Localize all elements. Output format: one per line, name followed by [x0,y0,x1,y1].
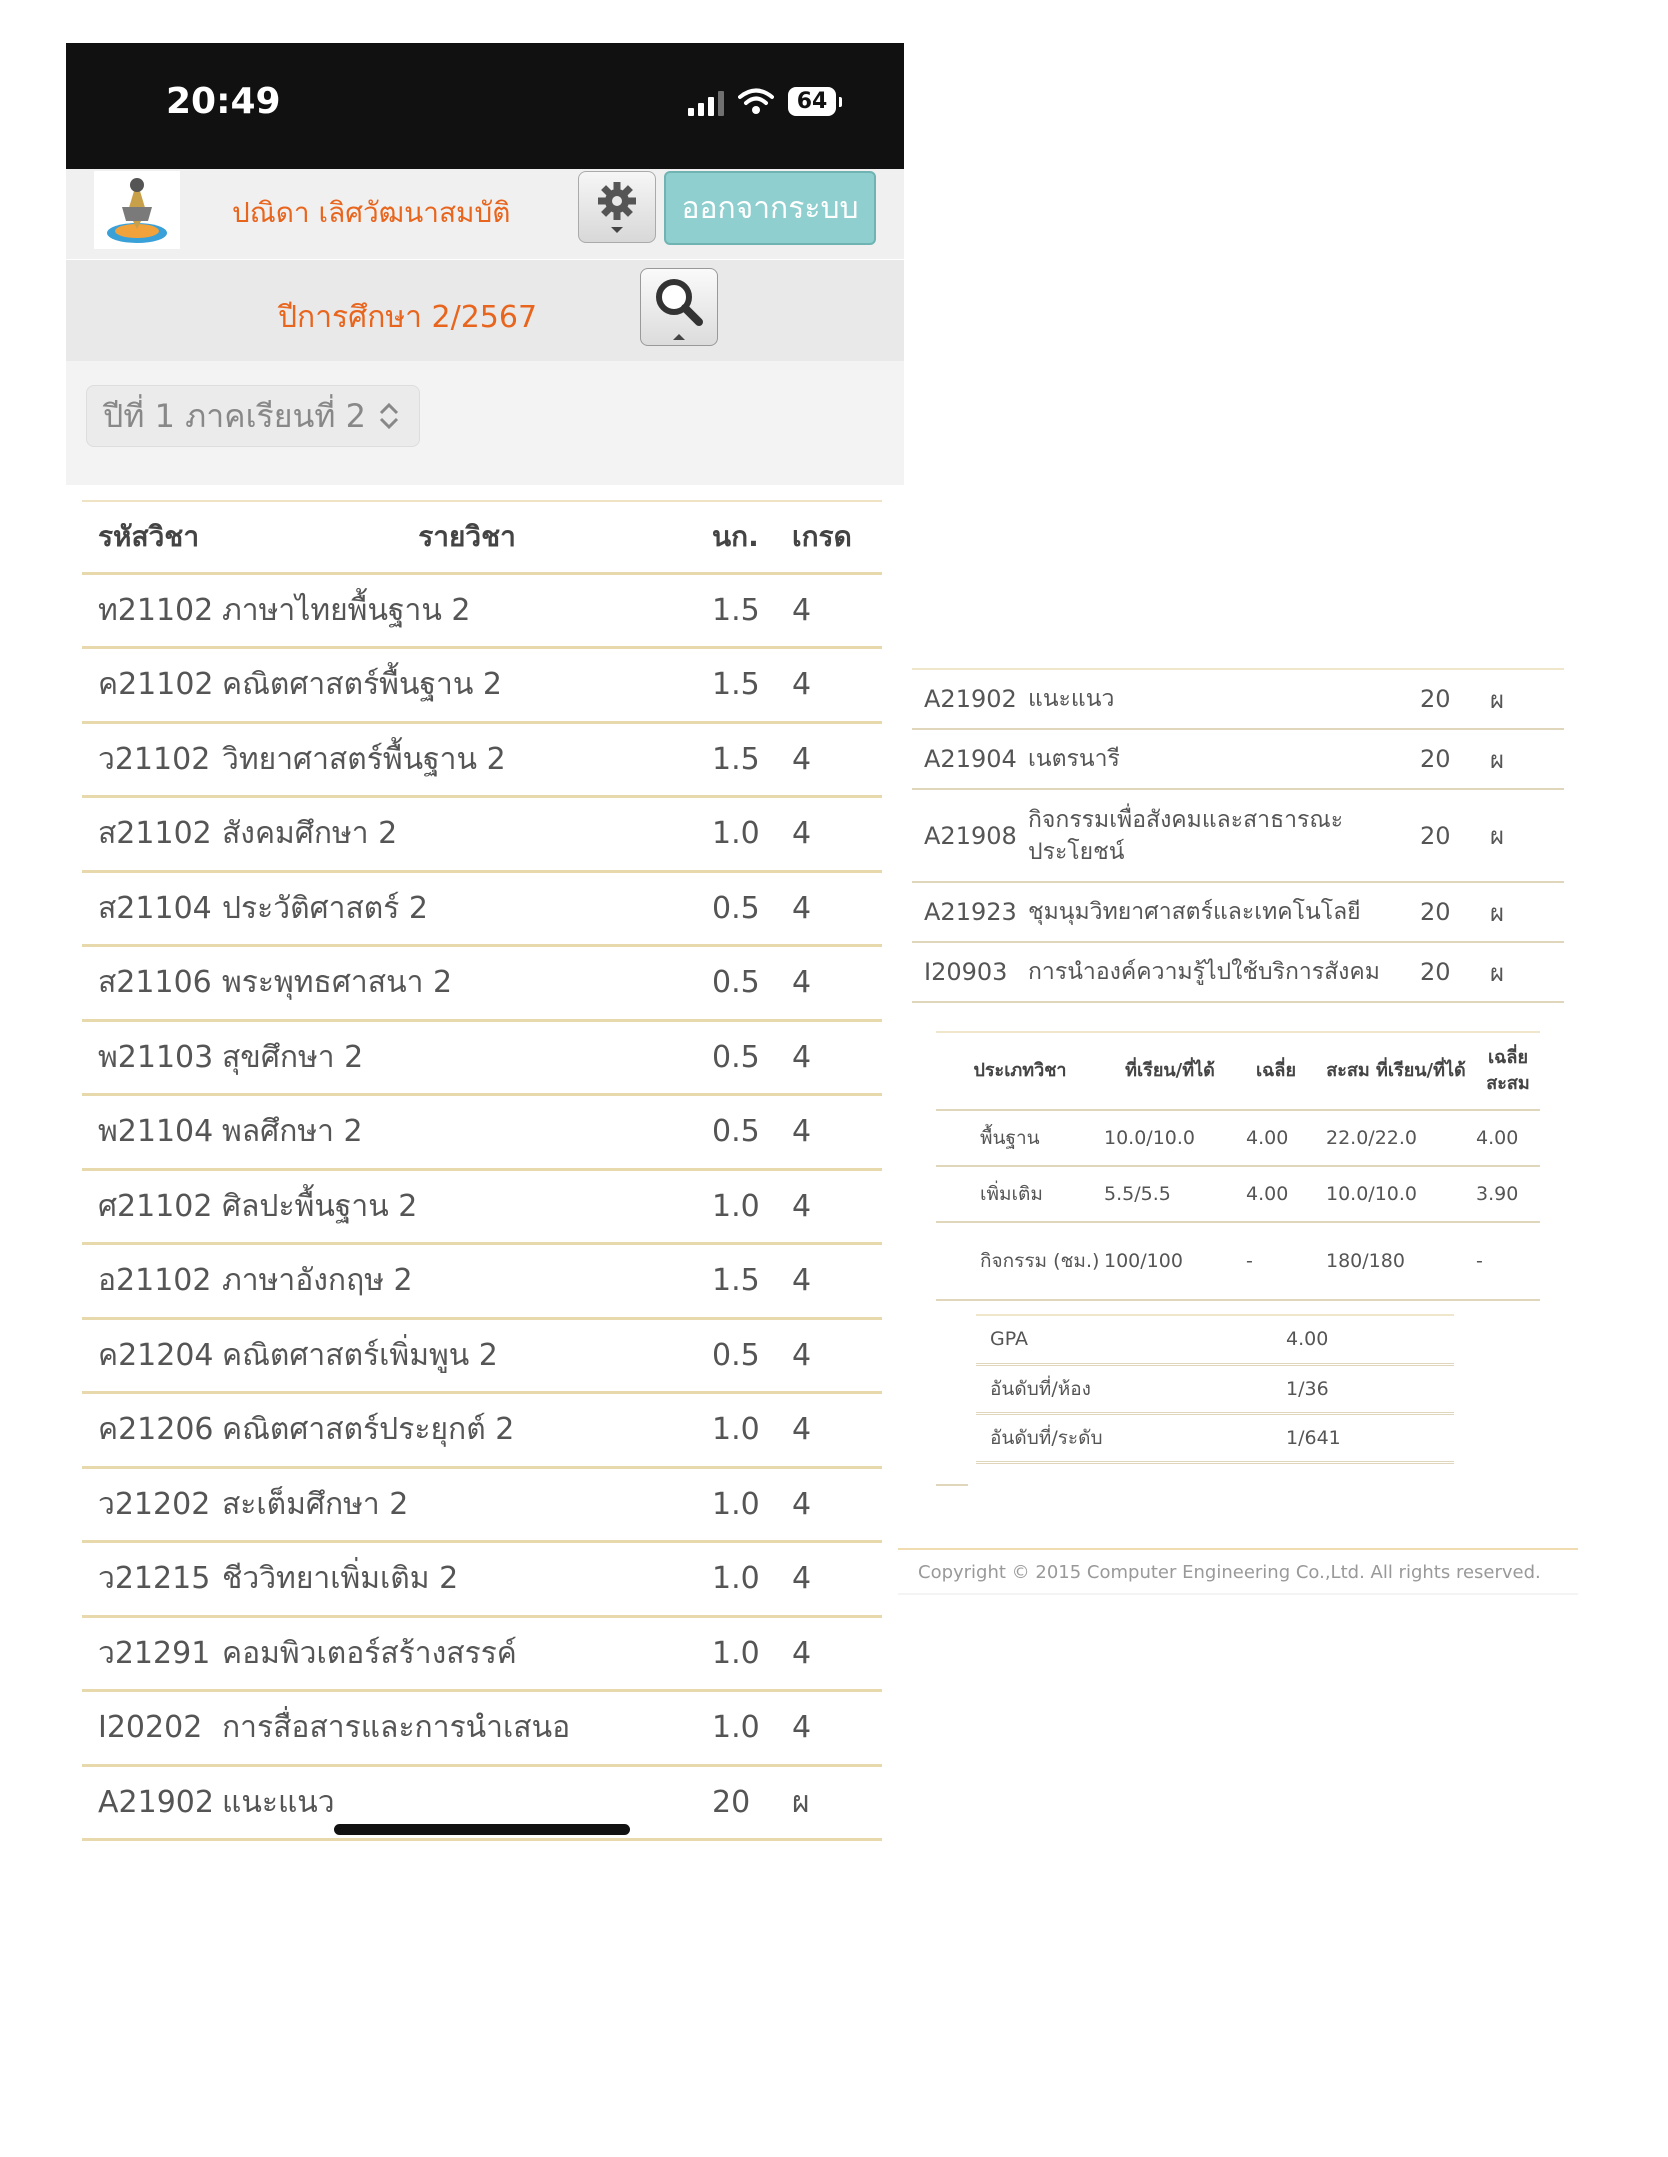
rank-class-label: อันดับที่/ห้อง [976,1364,1286,1413]
subject-credit: 0.5 [712,1095,792,1170]
user-name: ปณิดา เลิศวัฒนาสมบัติ [232,196,511,229]
activity-code: A21904 [912,729,1028,789]
activity-grade: ผ [1490,882,1564,942]
summary-taken: 100/100 [1104,1222,1236,1300]
subject-name: ประวัติศาสตร์ 2 [222,871,712,946]
subject-name: คอมพิวเตอร์สร้างสรรค์ [222,1616,712,1691]
summary-cum-avg: 3.90 [1476,1166,1540,1222]
subject-credit: 0.5 [712,1020,792,1095]
subject-credit: 1.0 [712,1169,792,1244]
gear-icon [594,179,640,235]
status-bar [66,43,904,169]
divider [936,1484,968,1486]
col-header-grade: เกรด [792,501,882,573]
activity-grade: ผ [1490,789,1564,882]
summary-cum-avg: 4.00 [1476,1110,1540,1166]
table-row [82,1020,882,1095]
subject-code: ส21104 [82,871,222,946]
table-row [82,1691,882,1766]
summary-avg: - [1236,1222,1316,1300]
academic-year-bar [66,259,904,361]
user-bar [66,169,904,259]
subject-credit: 0.5 [712,871,792,946]
subject-credit: 1.5 [712,722,792,797]
summary-type: กิจกรรม (ชม.) [936,1222,1104,1300]
subject-credit: 1.0 [712,1467,792,1542]
copyright-footer [898,1548,1578,1595]
summary-taken: 5.5/5.5 [1104,1166,1236,1222]
table-row [82,1244,882,1319]
academic-year-label: ปีการศึกษา 2/2567 [278,300,538,335]
subject-name: คณิตศาสตร์ประยุกต์ 2 [222,1393,712,1468]
subject-credit: 1.0 [712,797,792,872]
subject-credit: 1.5 [712,1244,792,1319]
subject-code: ส21106 [82,946,222,1021]
col-header-taken: ที่เรียน/ที่ได้ [1104,1032,1236,1110]
table-row [82,648,882,723]
col-header-avg: เฉลี่ย [1236,1032,1316,1110]
summary-cum-taken: 22.0/22.0 [1316,1110,1476,1166]
subject-name: คณิตศาสตร์เพิ่มพูน 2 [222,1318,712,1393]
subject-grade: 4 [792,1318,882,1393]
term-select-value: ปีที่ 1 ภาคเรียนที่ 2 [103,396,366,435]
subject-code: ท21102 [82,573,222,648]
table-row [82,871,882,946]
activity-credit: 20 [1420,669,1490,729]
logout-button[interactable]: ออกจากระบบ [664,171,876,245]
subject-code: ว21215 [82,1542,222,1617]
summary-cum-taken: 180/180 [1316,1222,1476,1300]
activity-name: แนะแนว [1028,669,1420,729]
table-row [912,882,1564,942]
col-header-cum-taken: สะสม ที่เรียน/ที่ได้ [1316,1032,1476,1110]
activity-credit: 20 [1420,942,1490,1002]
table-row [82,1393,882,1468]
subject-name: สุขศึกษา 2 [222,1020,712,1095]
col-header-credit: นก. [712,501,792,573]
status-time: 20:49 [166,81,281,122]
subject-grade: 4 [792,946,882,1021]
col-header-code: รหัสวิชา [82,501,222,573]
copyright-text: Copyright © 2015 Computer Engineering Co.,Ltd. All rights reserved. [918,1562,1541,1583]
subject-name: สะเต็มศึกษา 2 [222,1467,712,1542]
summary-header-row [936,1032,1540,1110]
activity-grade: ผ [1490,729,1564,789]
wifi-icon [738,88,774,116]
home-indicator[interactable] [334,1824,630,1835]
subject-code: ว21102 [82,722,222,797]
table-row [82,1467,882,1542]
school-logo [94,171,180,249]
table-row [912,789,1564,882]
table-row [82,722,882,797]
subject-code: A21902 [82,1765,222,1840]
table-row [82,797,882,872]
table-row [82,1095,882,1170]
subject-grade: 4 [792,797,882,872]
summary-type: พื้นฐาน [936,1110,1104,1166]
rank-level-value: 1/641 [1286,1413,1454,1462]
subject-credit: 1.0 [712,1393,792,1468]
activity-code: A21923 [912,882,1028,942]
activity-grade: ผ [1490,669,1564,729]
subject-credit: 20 [712,1765,792,1840]
subject-grade: 4 [792,1020,882,1095]
subject-grade: 4 [792,1244,882,1319]
table-row [82,1616,882,1691]
subject-name: คณิตศาสตร์พื้นฐาน 2 [222,648,712,723]
table-row [912,729,1564,789]
table-row [82,1169,882,1244]
summary-type: เพิ่มเติม [936,1166,1104,1222]
battery-icon: 64 [788,87,836,116]
phone-screen [66,43,904,485]
subject-name: แนะแนว [222,1765,712,1840]
subject-code: พ21104 [82,1095,222,1170]
activity-credit: 20 [1420,882,1490,942]
activity-code: A21908 [912,789,1028,882]
table-row [936,1222,1540,1300]
search-button[interactable] [640,268,718,346]
table-row [936,1166,1540,1222]
subject-grade: 4 [792,722,882,797]
subject-code: ค21102 [82,648,222,723]
col-header-type: ประเภทวิชา [936,1032,1104,1110]
subject-grade: 4 [792,1616,882,1691]
summary-cum-taken: 10.0/10.0 [1316,1166,1476,1222]
table-row [976,1315,1454,1364]
rank-level-label: อันดับที่/ระดับ [976,1413,1286,1462]
subject-credit: 0.5 [712,946,792,1021]
subject-credit: 1.0 [712,1616,792,1691]
subject-name: พระพุทธศาสนา 2 [222,946,712,1021]
subject-name: ภาษาอังกฤษ 2 [222,1244,712,1319]
term-bar [66,361,904,485]
gpa-value: 4.00 [1286,1315,1454,1364]
gpa-label: GPA [976,1315,1286,1364]
table-row [82,946,882,1021]
subject-grade: ผ [792,1765,882,1840]
settings-button[interactable] [578,171,656,243]
subject-grade: 4 [792,871,882,946]
activity-credit: 20 [1420,729,1490,789]
term-select[interactable] [86,385,420,447]
activity-code: I20903 [912,942,1028,1002]
summary-avg: 4.00 [1236,1110,1316,1166]
table-row [912,669,1564,729]
summary-cum-avg: - [1476,1222,1540,1300]
subject-grade: 4 [792,1393,882,1468]
activity-code: A21902 [912,669,1028,729]
subject-credit: 1.5 [712,648,792,723]
subject-credit: 0.5 [712,1318,792,1393]
subject-name: วิทยาศาสตร์พื้นฐาน 2 [222,722,712,797]
subject-code: อ21102 [82,1244,222,1319]
activity-credit: 20 [1420,789,1490,882]
summary-taken: 10.0/10.0 [1104,1110,1236,1166]
activity-name: การนำองค์ความรู้ไปใช้บริการสังคม [1028,942,1420,1002]
cellular-signal-icon [688,88,724,116]
grades-table [82,500,882,1841]
subject-name: ภาษาไทยพื้นฐาน 2 [222,573,712,648]
subject-credit: 1.5 [712,573,792,648]
subject-name: สังคมศึกษา 2 [222,797,712,872]
subject-grade: 4 [792,1542,882,1617]
gpa-table [976,1314,1454,1464]
chevron-up-down-icon [378,401,400,431]
subject-name: พลศึกษา 2 [222,1095,712,1170]
search-icon [649,272,709,342]
subject-code: ศ21102 [82,1169,222,1244]
subject-code: ค21206 [82,1393,222,1468]
grades-header-row [82,501,882,573]
activity-name: ชุมนุมวิทยาศาสตร์และเทคโนโลยี [1028,882,1420,942]
table-row [82,573,882,648]
col-header-name: รายวิชา [222,501,712,573]
table-row [82,1542,882,1617]
subject-credit: 1.0 [712,1542,792,1617]
subject-name: ศิลปะพื้นฐาน 2 [222,1169,712,1244]
subject-name: การสื่อสารและการนำเสนอ [222,1691,712,1766]
subject-credit: 1.0 [712,1691,792,1766]
table-row [976,1413,1454,1462]
table-row [912,942,1564,1002]
subject-code: ค21204 [82,1318,222,1393]
subject-name: ชีววิทยาเพิ่มเติม 2 [222,1542,712,1617]
rank-class-value: 1/36 [1286,1364,1454,1413]
subject-code: พ21103 [82,1020,222,1095]
status-icons [688,87,836,116]
summary-table [936,1031,1540,1301]
subject-code: ว21291 [82,1616,222,1691]
col-header-cum-avg: เฉลี่ย สะสม [1476,1032,1540,1110]
subject-grade: 4 [792,648,882,723]
subject-grade: 4 [792,1169,882,1244]
activity-grade: ผ [1490,942,1564,1002]
activities-table [912,668,1564,1003]
activity-name: เนตรนารี [1028,729,1420,789]
subject-code: ว21202 [82,1467,222,1542]
subject-grade: 4 [792,573,882,648]
subject-code: ส21102 [82,797,222,872]
subject-code: I20202 [82,1691,222,1766]
subject-grade: 4 [792,1095,882,1170]
subject-grade: 4 [792,1467,882,1542]
subject-grade: 4 [792,1691,882,1766]
table-row [976,1364,1454,1413]
table-row [936,1110,1540,1166]
table-row [82,1318,882,1393]
activity-name: กิจกรรมเพื่อสังคมและสาธารณะประโยชน์ [1028,789,1420,882]
summary-avg: 4.00 [1236,1166,1316,1222]
